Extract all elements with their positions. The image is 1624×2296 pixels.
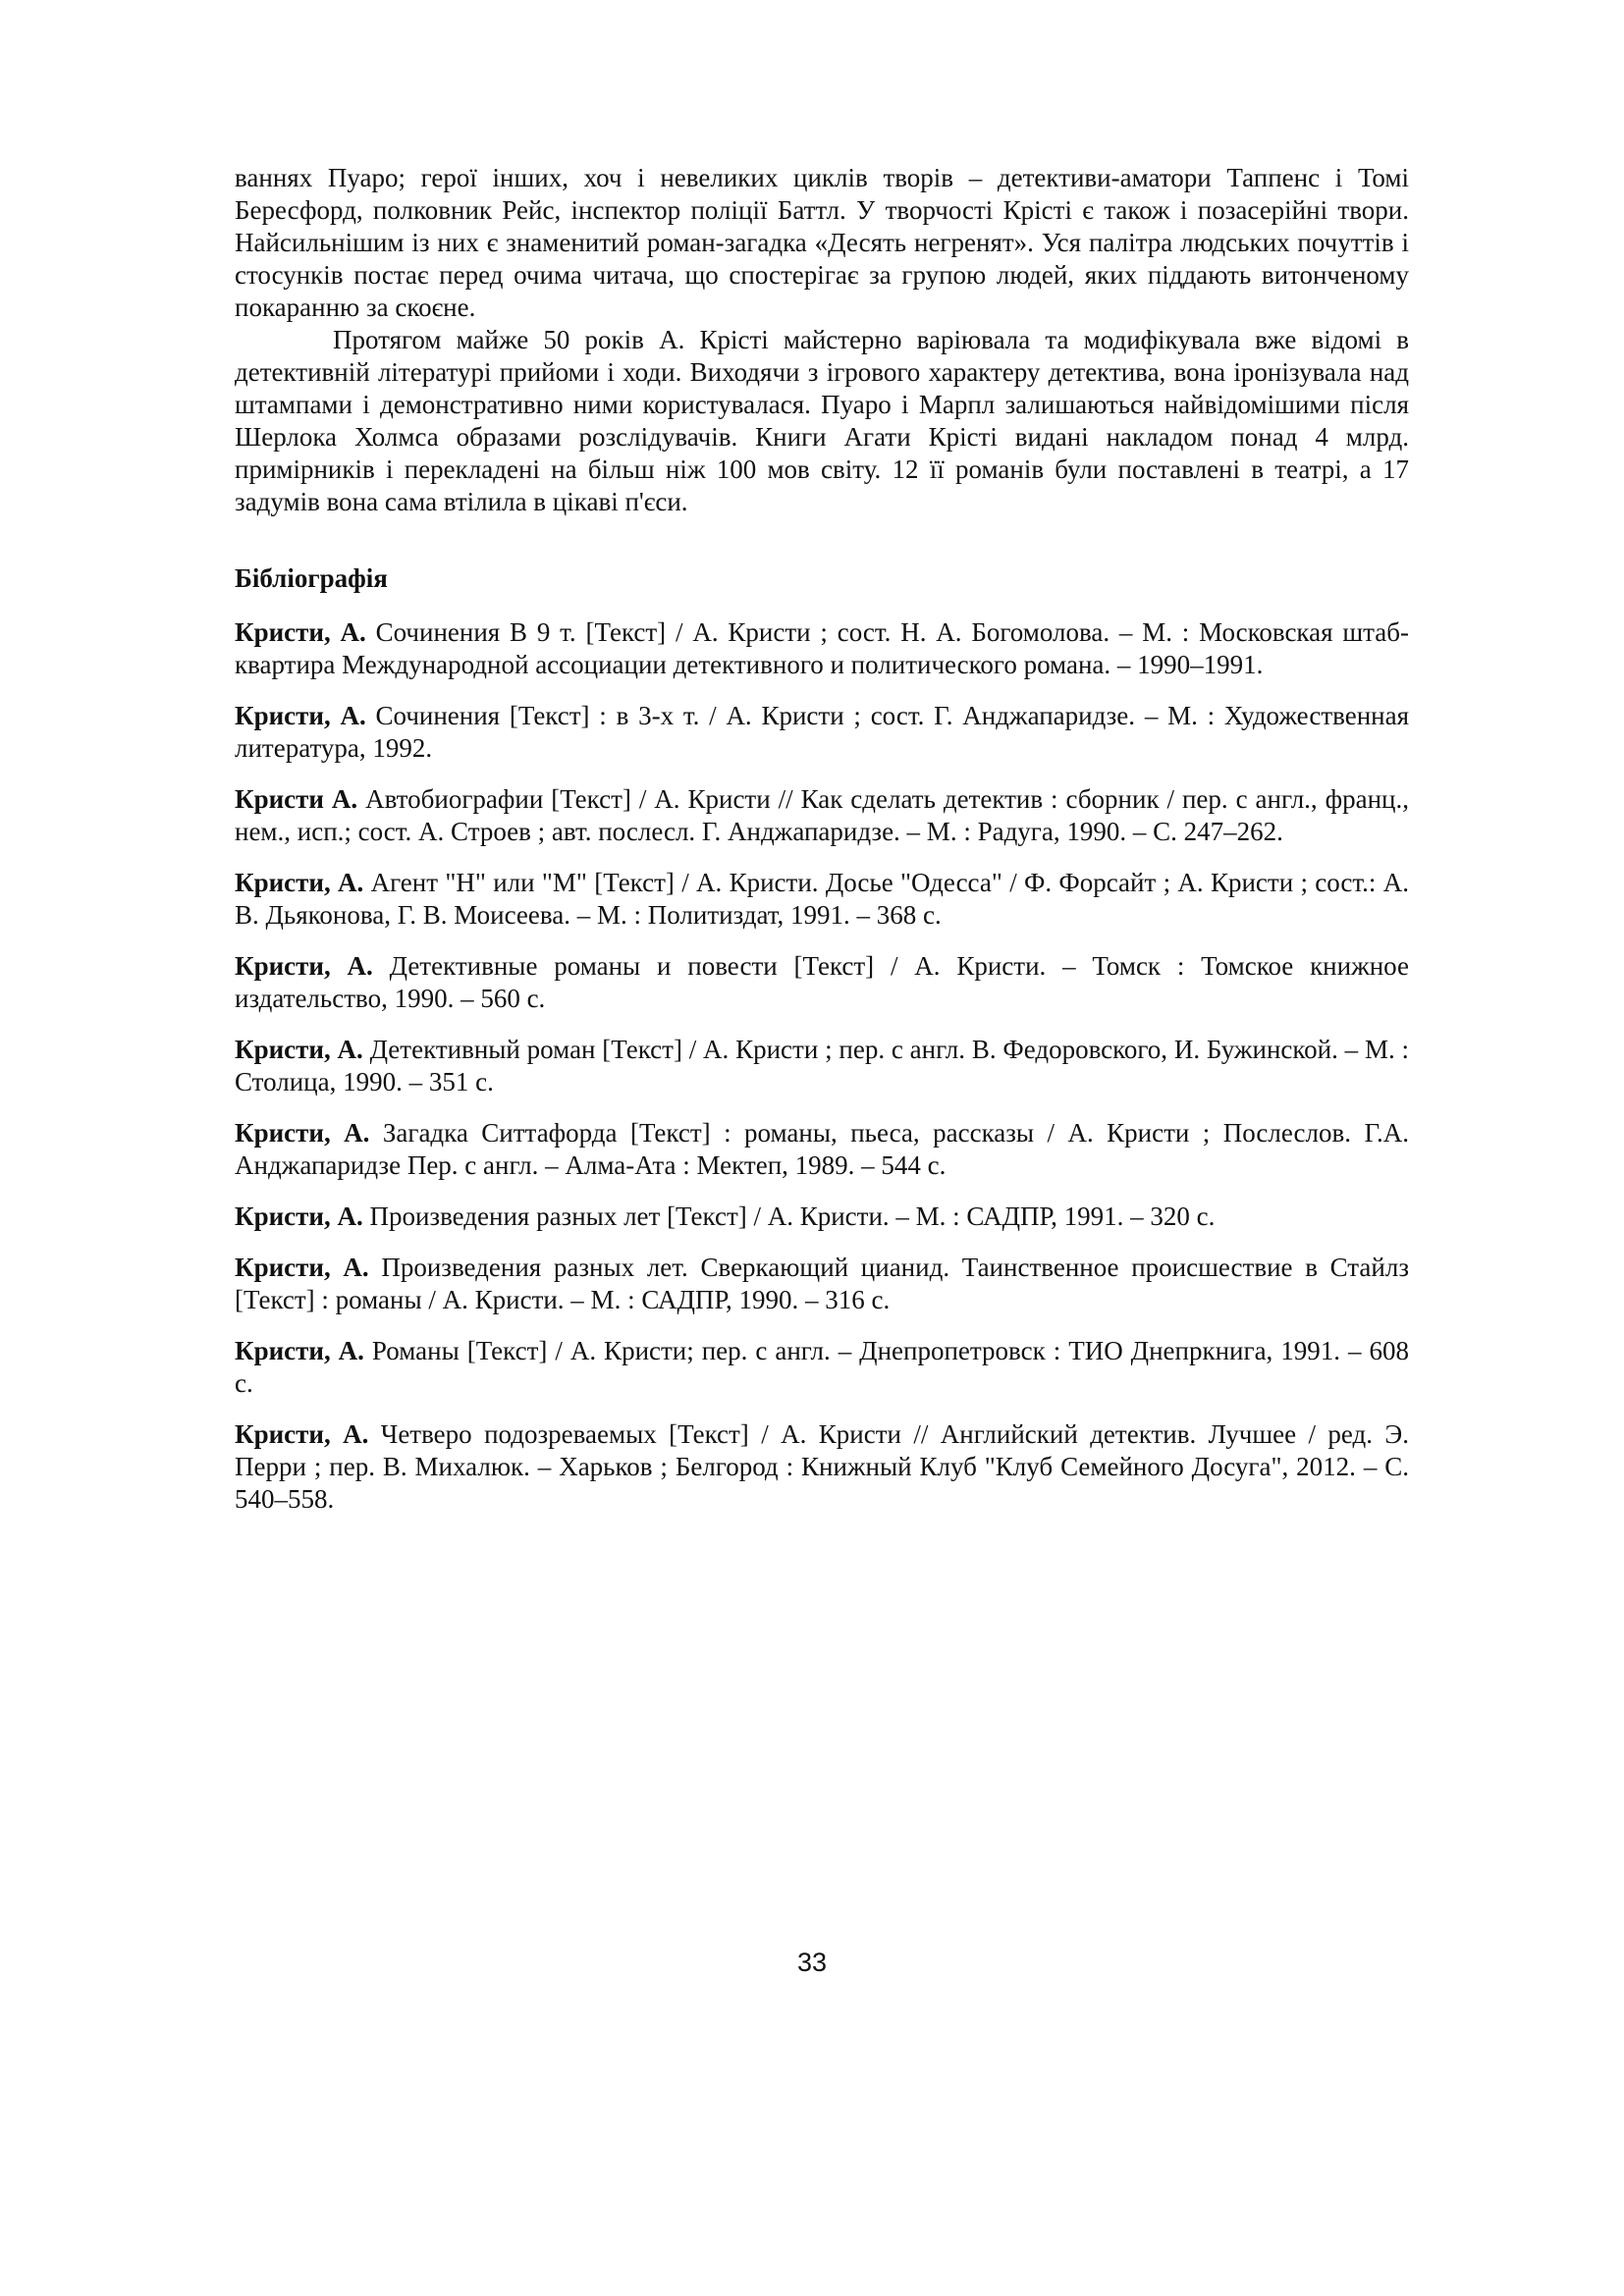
bibliography-entry <box>235 1335 1409 1400</box>
entry-author: Кристи А. <box>235 784 358 814</box>
bibliography-entry <box>235 1117 1409 1182</box>
entry-text: Сочинения В 9 т. [Текст] / А. Кристи ; сост. Н. А. Богомолова. – М. : Московская штаб-квартира Международной ассоциации детективного и политического романа. – 1990–1991. <box>235 617 1409 679</box>
bibliography-entry <box>235 783 1409 848</box>
entry-text: Сочинения [Текст] : в 3-х т. / А. Кристи ; сост. Г. Анджапаридзе. – М. : Художественная литература, 1992. <box>235 701 1409 763</box>
entry-text: Загадка Ситтафорда [Текст] : романы, пьеса, рассказы / А. Кристи ; Послеслов. Г.А. Анджапаридзе Пер. с англ. – Алма-Ата : Мектеп, 1989. – 544 с. <box>235 1118 1410 1180</box>
body-paragraph: Протягом майже 50 років А. Крісті майстерно варіювала та модифікувала вже відомі в детективній літературі прийоми і ходи. Виходячи з ігрового характеру детектива, вона іронізувала над штампами і демонстративно ними користувалася. Пуаро і Марпл залишаються найвідомішими після Шерлока Холмса образами розслідувачів. Книги Агати Крісті видані накладом понад 4 млрд. примірників і перекладені на більш ніж 100 мов світу. 12 її романів були поставлені в театрі, а 17 задумів вона сама втілила в цікаві п'єси. <box>235 325 1409 516</box>
entry-author: Кристи, А. <box>235 1253 369 1282</box>
entry-author: Кристи, А. <box>235 1118 370 1148</box>
entry-author: Кристи, А. <box>235 617 366 647</box>
entry-author: Кристи, А. <box>235 1419 369 1449</box>
body-paragraph: ваннях Пуаро; герої інших, хоч і невеликих циклів творів – детективи-аматори Таппенс і Томі Бересфорд, полковник Рейс, інспектор поліції Баттл. У творчості Крісті є також і позасерійні твори. Найсильнішим із них є знаменитий роман-загадка «Десять негренят». Уся палітра людських почуттів і стосунків постає перед очима читача, що спостерігає за групою людей, яких піддають витонченому покаранню за скоєне. <box>235 163 1409 322</box>
entry-author: Кристи, А. <box>235 1336 364 1365</box>
entry-text: Произведения разных лет. Сверкающий цианид. Таинственное происшествие в Стайлз [Текст] : романы / А. Кристи. – М. : САДПР, 1990. – 316 с. <box>235 1253 1409 1314</box>
entry-author: Кристи, А. <box>235 1035 363 1064</box>
page-content <box>235 162 1409 1534</box>
entry-text: Романы [Текст] / А. Кристи; пер. с англ. – Днепропетровск : ТИО Днепркнига, 1991. – 608 с. <box>235 1336 1409 1398</box>
entry-text: Агент "Н" или "М" [Текст] / А. Кристи. Досье "Одесса" / Ф. Форсайт ; А. Кристи ; сост.: А. В. Дьяконова, Г. В. Моисеева. – М. : Политиздат, 1991. – 368 с. <box>235 868 1409 930</box>
bibliography-entry <box>235 867 1409 932</box>
entry-text: Детективные романы и повести [Текст] / А. Кристи. – Томск : Томское книжное издательство, 1990. – 560 с. <box>235 951 1409 1013</box>
entry-author: Кристи, А. <box>235 951 373 981</box>
page-number: 33 <box>796 1948 828 1977</box>
entry-text: Автобиографии [Текст] / А. Кристи // Как сделать детектив : сборник / пер. с англ., франц., нем., исп.; сост. А. Строев ; авт. послесл. Г. Анджапаридзе. – М. : Радуга, 1990. – С. 247–262. <box>235 784 1409 846</box>
bibliography-entry <box>235 1034 1409 1098</box>
entry-text: Четверо подозреваемых [Текст] / А. Кристи // Английский детектив. Лучшее / ред. Э. Перри ; пер. В. Михалюк. – Харьков ; Белгород : Книжный Клуб "Клуб Семейного Досуга", 2012. – С. 540–558. <box>235 1419 1409 1514</box>
entry-text: Детективный роман [Текст] / А. Кристи ; пер. с англ. В. Федоровского, И. Бужинской. – М. : Столица, 1990. – 351 с. <box>235 1035 1410 1096</box>
entry-author: Кристи, А. <box>235 1201 363 1231</box>
bibliography-entry <box>235 1252 1409 1316</box>
entry-author: Кристи, А. <box>235 868 364 897</box>
bibliography-entry <box>235 616 1409 681</box>
bibliography-entry <box>235 950 1409 1015</box>
bibliography-entry <box>235 1418 1409 1516</box>
entry-author: Кристи, А. <box>235 701 366 730</box>
bibliography-entry <box>235 700 1409 765</box>
bibliography-heading: Бібліографія <box>235 563 388 593</box>
bibliography-list <box>235 616 1409 1516</box>
bibliography-entry <box>235 1201 1409 1233</box>
entry-text: Произведения разных лет [Текст] / А. Кристи. – М. : САДПР, 1991. – 320 с. <box>362 1201 1216 1231</box>
